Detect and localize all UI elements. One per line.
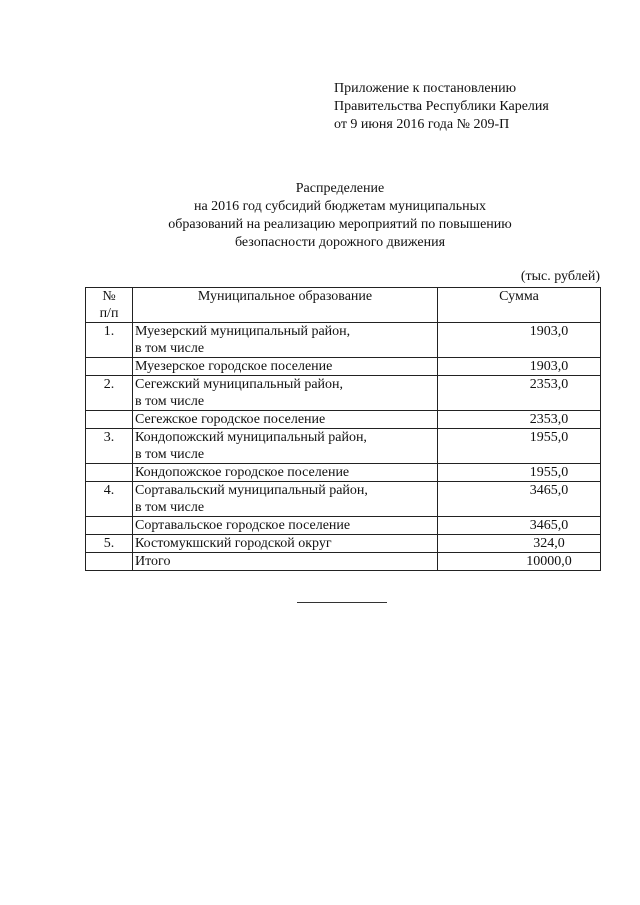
distribution-table bbox=[85, 287, 601, 571]
row-municipality bbox=[133, 429, 438, 464]
row-number bbox=[86, 464, 133, 482]
row-sum bbox=[438, 323, 601, 358]
row-municipality bbox=[133, 535, 438, 553]
sum-value: 3465,0 bbox=[529, 483, 569, 498]
sum-value: 3465,0 bbox=[529, 518, 569, 533]
row-sum bbox=[438, 411, 601, 429]
units-label: (тыс. рублей) bbox=[520, 269, 600, 284]
sum-value: 1955,0 bbox=[529, 430, 569, 445]
table-row bbox=[86, 517, 601, 535]
row-municipality bbox=[133, 517, 438, 535]
municipality-name: Итого bbox=[135, 554, 171, 569]
table-row bbox=[86, 358, 601, 376]
table-row bbox=[86, 535, 601, 553]
sum-value: 2353,0 bbox=[529, 377, 569, 392]
municipality-note: в том числе bbox=[135, 394, 205, 409]
title-line-3: образований на реализацию мероприятий по повышению bbox=[168, 217, 512, 232]
row-municipality bbox=[133, 411, 438, 429]
row-sum bbox=[438, 429, 601, 464]
row-municipality bbox=[133, 376, 438, 411]
table-row bbox=[86, 411, 601, 429]
row-sum bbox=[438, 482, 601, 517]
appendix-line-3: от 9 июня 2016 года № 209-П bbox=[334, 117, 510, 132]
municipality-name: Сортавальское городское поселение bbox=[135, 518, 351, 533]
municipality-name: Кондопожское городское поселение bbox=[135, 465, 350, 480]
table-header-row bbox=[86, 288, 601, 323]
row-sum bbox=[438, 553, 601, 571]
table-body bbox=[86, 323, 601, 571]
municipality-name: Сортавальский муниципальный район, bbox=[135, 483, 368, 498]
row-sum bbox=[438, 358, 601, 376]
row-number bbox=[86, 411, 133, 429]
appendix-header bbox=[334, 80, 549, 134]
row-sum bbox=[438, 376, 601, 411]
row-municipality bbox=[133, 323, 438, 358]
sum-value: 2353,0 bbox=[529, 412, 569, 427]
table-row bbox=[86, 429, 601, 464]
municipality-note: в том числе bbox=[135, 341, 205, 356]
header-number-line-2: п/п bbox=[99, 306, 119, 321]
row-municipality bbox=[133, 464, 438, 482]
closing-divider bbox=[297, 602, 387, 603]
sum-value: 1903,0 bbox=[529, 324, 569, 339]
municipality-note: в том числе bbox=[135, 500, 205, 515]
municipality-name: Костомукшский городской округ bbox=[135, 536, 332, 551]
header-number bbox=[86, 288, 133, 323]
document-title bbox=[80, 180, 600, 252]
row-municipality bbox=[133, 553, 438, 571]
row-number: 1. bbox=[86, 323, 133, 358]
row-sum bbox=[438, 535, 601, 553]
table-row bbox=[86, 464, 601, 482]
municipality-name: Кондопожский муниципальный район, bbox=[135, 430, 367, 445]
table-row bbox=[86, 553, 601, 571]
sum-value: 1955,0 bbox=[529, 465, 569, 480]
municipality-note: в том числе bbox=[135, 447, 205, 462]
appendix-line-1: Приложение к постановлению bbox=[334, 81, 517, 96]
row-number bbox=[86, 553, 133, 571]
table-row bbox=[86, 376, 601, 411]
table-row bbox=[86, 482, 601, 517]
sum-value: 1903,0 bbox=[529, 359, 569, 374]
row-number: 3. bbox=[86, 429, 133, 464]
row-number: 2. bbox=[86, 376, 133, 411]
row-sum bbox=[438, 464, 601, 482]
appendix-line-2: Правительства Республики Карелия bbox=[334, 99, 549, 114]
row-number bbox=[86, 358, 133, 376]
row-number: 5. bbox=[86, 535, 133, 553]
table-row bbox=[86, 323, 601, 358]
sum-value: 324,0 bbox=[533, 536, 565, 551]
header-municipality: Муниципальное образование bbox=[133, 288, 438, 323]
row-municipality bbox=[133, 358, 438, 376]
sum-value: 10000,0 bbox=[526, 554, 572, 569]
municipality-name: Сегежское городское поселение bbox=[135, 412, 326, 427]
row-number: 4. bbox=[86, 482, 133, 517]
row-sum bbox=[438, 517, 601, 535]
municipality-name: Муезерский муниципальный район, bbox=[135, 324, 351, 339]
header-sum: Сумма bbox=[438, 288, 601, 323]
row-number bbox=[86, 517, 133, 535]
header-number-line-1: № bbox=[102, 289, 116, 304]
title-line-4: безопасности дорожного движения bbox=[234, 235, 446, 250]
title-line-2: на 2016 год субсидий бюджетам муниципальных bbox=[193, 199, 487, 214]
municipality-name: Сегежский муниципальный район, bbox=[135, 377, 344, 392]
municipality-name: Муезерское городское поселение bbox=[135, 359, 333, 374]
title-line-1: Распределение bbox=[295, 181, 385, 196]
row-municipality bbox=[133, 482, 438, 517]
